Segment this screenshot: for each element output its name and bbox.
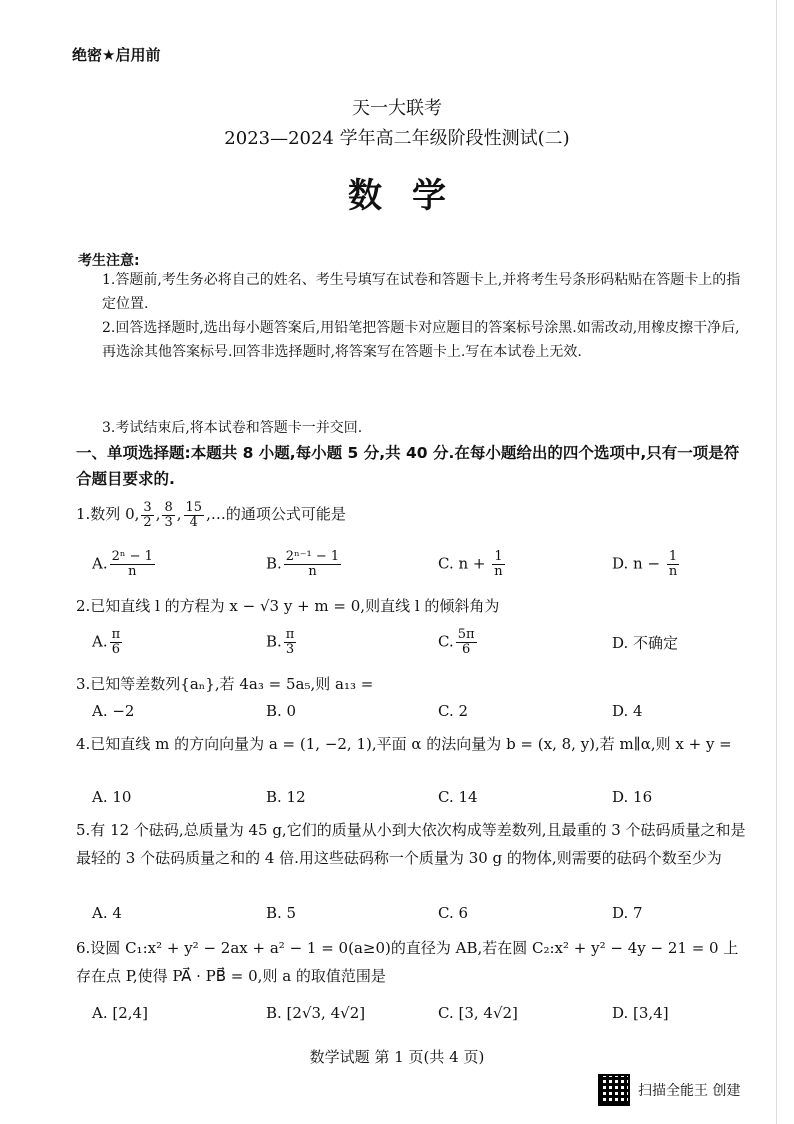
question-4-stem: 4.已知直线 m 的方向向量为 a = (1, −2, 1),平面 α 的法向量为 b = (x, 8, y),若 m∥α,则 x + y = (76, 735, 732, 753)
q3-option-d: D. 4 (612, 702, 643, 720)
q1-option-b: B. $\frac{\text{2ⁿ⁻¹ − 1}}{n}$ (266, 549, 340, 579)
q1-frac-3: $\frac{15}{4}$ (185, 499, 203, 530)
qr-code-icon (598, 1074, 630, 1106)
notice-title: 考生注意: (78, 253, 140, 269)
q6-option-a: A. [2,4] (92, 1004, 148, 1022)
exam-title: 2023—2024 学年高二年级阶段性测试(二) (224, 128, 570, 149)
q4-option-a: A. 10 (92, 788, 132, 806)
notice-item: 1.答题前,考生务必将自己的姓名、考生号填写在试卷和答题卡上,并将考生号条形码粘贴在答题卡上的指定位置. (102, 272, 741, 312)
q3-option-c: C. 2 (438, 702, 469, 720)
q6-option-c: C. [3, 4√2] (438, 1004, 518, 1022)
q1-option-c: C. n + $\frac{1}{n}$ (438, 549, 503, 579)
q5-option-d: D. 7 (612, 904, 643, 922)
q3-option-b: B. 0 (266, 702, 297, 720)
notice-item: 2.回答选择题时,选出每小题答案后,用铅笔把答题卡对应题目的答案标号涂黑.如需改动,用橡皮擦干净后,再选涂其他答案标号.回答非选择题时,将答案写在答题卡上.写在本试卷上无效. (102, 320, 740, 360)
q2-option-a: A. $\frac{\pi}{6}$ (92, 627, 121, 657)
q3-option-a: A. −2 (92, 702, 135, 720)
notice-item: 3.考试结束后,将本试卷和答题卡一并交回. (102, 420, 363, 436)
q1-frac-1: $\frac{3}{2}$ (143, 499, 152, 530)
page-footer: 数学试题 第 1 页(共 4 页) (309, 1048, 485, 1066)
q5-option-b: B. 5 (266, 904, 297, 922)
q1-stem-end: ,…的通项公式可能是 (206, 505, 346, 523)
q2-option-d: D. 不确定 (612, 634, 679, 652)
q5-option-c: C. 6 (438, 904, 469, 922)
q1-option-a: A. $\frac{\text{2ⁿ − 1}}{n}$ (92, 549, 153, 579)
scanner-label: 扫描全能王 创建 (638, 1083, 741, 1099)
q6-option-b: B. [2√3, 4√2] (266, 1004, 366, 1022)
section-heading: 一、单项选择题:本题共 8 小题,每小题 5 分,共 40 分.在每小题给出的四个选项中,只有一项是符合题目要求的. (76, 444, 740, 488)
question-2-stem: 2.已知直线 l 的方程为 x − √3 y + m = 0,则直线 l 的倾斜角为 (76, 597, 500, 615)
q1-option-d: D. n − $\frac{1}{n}$ (612, 549, 678, 579)
question-6-stem: 6.设圆 C₁:x² + y² − 2ax + a² − 1 = 0(a≥0)的直径为 AB,若在圆 C₂:x² + y² − 4y − 21 = 0 上存在点 P,使得 PA⃗ · PB⃗ = 0,则 a 的取值范围是 (76, 939, 739, 985)
q1-frac-2: $\frac{8}{3}$ (164, 499, 173, 530)
question-5-stem: 5.有 12 个砝码,总质量为 45 g,它们的质量从小到大依次构成等差数列,且最重的 3 个砝码质量之和是最轻的 3 个砝码质量之和的 4 倍.用这些砝码称一个质量为 30 g 的物体,则需要的砝码个数至少为 (76, 821, 746, 867)
q4-option-c: C. 14 (438, 788, 478, 806)
question-3-stem: 3.已知等差数列{aₙ},若 4a₃ = 5a₅,则 a₁₃ = (76, 675, 374, 693)
q5-option-a: A. 4 (92, 904, 122, 922)
exam-organizer: 天一大联考 (352, 98, 442, 119)
q2-option-c: C. $\frac{5\pi}{6}$ (438, 627, 475, 657)
scanner-watermark (598, 1074, 740, 1106)
q1-stem-start: 1.数列 0, (76, 505, 140, 523)
q4-option-d: D. 16 (612, 788, 653, 806)
confidential-mark: 绝密★启用前 (72, 46, 161, 64)
subject-title: 数学 (348, 176, 476, 216)
q4-option-b: B. 12 (266, 788, 306, 806)
question-1-stem: 1.数列 0, $\frac{3}{2}$ , $\frac{8}{3}$ , $\frac{15}{4}$ ,…的通项公式可能是 (76, 499, 346, 530)
q6-option-d: D. [3,4] (612, 1004, 669, 1022)
q2-option-b: B. $\frac{\pi}{3}$ (266, 627, 295, 657)
